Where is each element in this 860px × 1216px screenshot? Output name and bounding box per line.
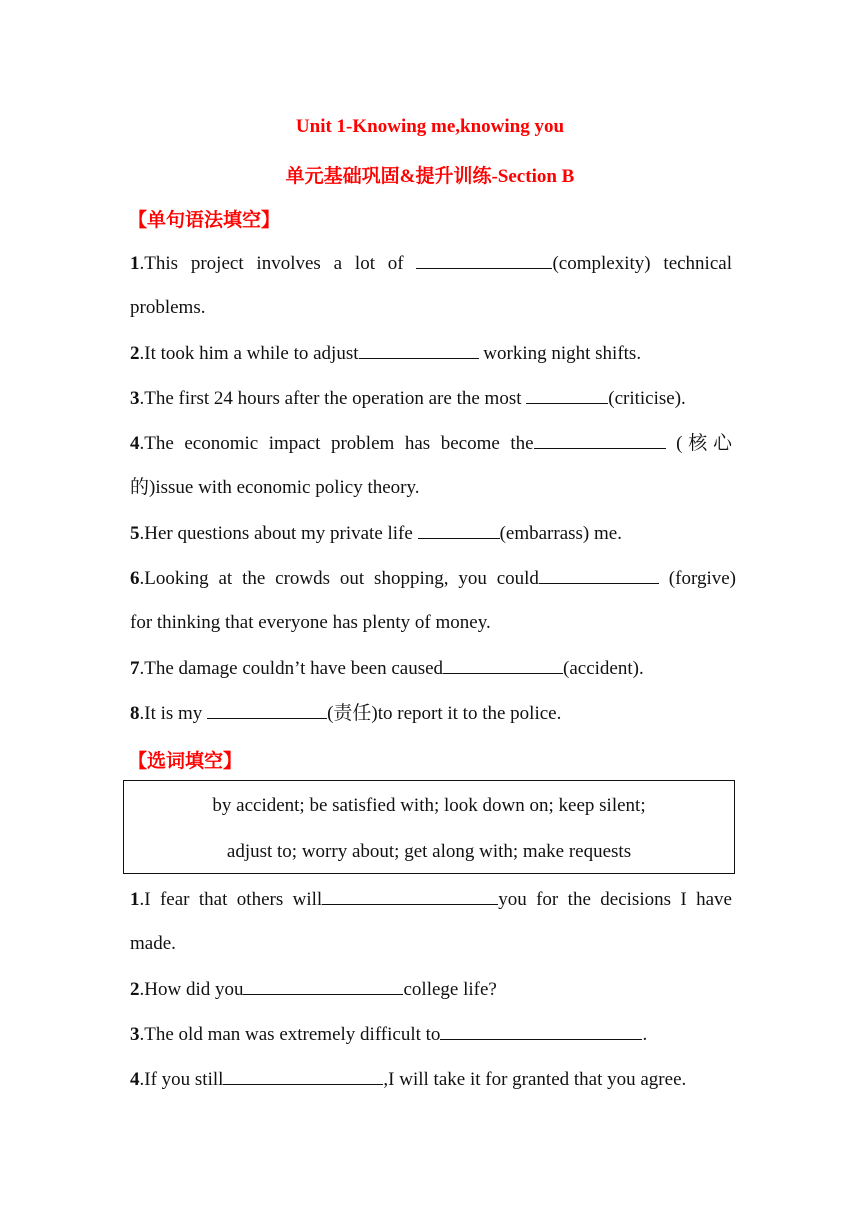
question-text: .The economic impact problem has become the [139, 433, 534, 454]
question-text: . [642, 1024, 648, 1045]
answer-blank[interactable] [359, 341, 479, 359]
question-text: .This project involves a lot of [139, 253, 417, 274]
question-4 [130, 431, 732, 456]
answer-blank[interactable] [526, 386, 608, 404]
question-number: 1 [130, 253, 140, 274]
choice-question-1-continued: made. [130, 933, 176, 954]
question-text: .The first 24 hours after the operation are the most [139, 388, 527, 409]
question-8 [130, 701, 732, 726]
answer-blank[interactable] [539, 566, 659, 584]
answer-blank[interactable] [416, 251, 552, 269]
question-1-continued: problems. [130, 297, 206, 318]
question-number: 4 [130, 1069, 140, 1090]
choice-question-3 [130, 1022, 732, 1047]
word-bank-line-2: adjust to; worry about; get along with; make requests [226, 841, 632, 862]
question-number: 6 [130, 568, 140, 589]
question-text: college life? [403, 979, 497, 1000]
question-number: 3 [130, 1024, 140, 1045]
question-text: .How did you [139, 979, 244, 1000]
question-text: you for the decisions I have [498, 889, 732, 910]
question-number: 8 [130, 703, 140, 724]
answer-blank[interactable] [207, 701, 327, 719]
question-7 [130, 656, 732, 681]
answer-blank[interactable] [418, 521, 500, 539]
question-text: (forgive) [658, 568, 736, 589]
answer-blank[interactable] [223, 1067, 383, 1085]
question-text: ,I will take it for granted that you agree. [383, 1069, 687, 1090]
question-2 [130, 341, 732, 366]
question-number: 1 [130, 889, 140, 910]
section-heading-word-choice: 【选词填空】 [128, 751, 243, 772]
answer-blank[interactable] [443, 656, 563, 674]
word-bank-line-1: by accident; be satisfied with; look down on; keep silent; [212, 795, 646, 816]
section-heading-grammar: 【单句语法填空】 [128, 210, 281, 231]
question-number: 7 [130, 658, 140, 679]
answer-blank[interactable] [243, 977, 403, 995]
question-text: (责任)to report it to the police. [327, 703, 562, 724]
document-subtitle: 单元基础巩固&提升训练-Section B [285, 166, 575, 187]
question-1 [130, 251, 732, 276]
question-number: 3 [130, 388, 140, 409]
question-number: 2 [130, 343, 140, 364]
question-text: .The old man was extremely difficult to [139, 1024, 441, 1045]
question-text: .The damage couldn’t have been caused [139, 658, 444, 679]
choice-question-4 [130, 1067, 732, 1092]
question-text: .Looking at the crowds out shopping, you could [139, 568, 539, 589]
question-text: (核心 [665, 433, 732, 454]
question-text: .I fear that others will [139, 889, 323, 910]
question-number: 5 [130, 523, 140, 544]
question-number: 2 [130, 979, 140, 1000]
question-text: (complexity) technical [552, 253, 732, 274]
question-6 [130, 566, 736, 591]
choice-question-2 [130, 977, 732, 1002]
question-text: .It is my [139, 703, 208, 724]
question-number: 4 [130, 433, 140, 454]
question-6-continued: for thinking that everyone has plenty of money. [130, 612, 491, 633]
answer-blank[interactable] [322, 887, 498, 905]
question-3 [130, 386, 732, 411]
question-text: .Her questions about my private life [139, 523, 418, 544]
question-text: working night shifts. [478, 343, 642, 364]
answer-blank[interactable] [534, 431, 666, 449]
question-text: (embarrass) me. [499, 523, 622, 544]
answer-blank[interactable] [440, 1022, 642, 1040]
question-4-continued: 的)issue with economic policy theory. [130, 477, 420, 498]
choice-question-1 [130, 887, 732, 912]
question-text: .If you still [139, 1069, 224, 1090]
question-text: (criticise). [608, 388, 686, 409]
document-title: Unit 1-Knowing me,knowing you [295, 116, 565, 137]
question-text: .It took him a while to adjust [139, 343, 359, 364]
question-text: (accident). [563, 658, 644, 679]
question-5 [130, 521, 732, 546]
word-bank-box [123, 780, 735, 874]
